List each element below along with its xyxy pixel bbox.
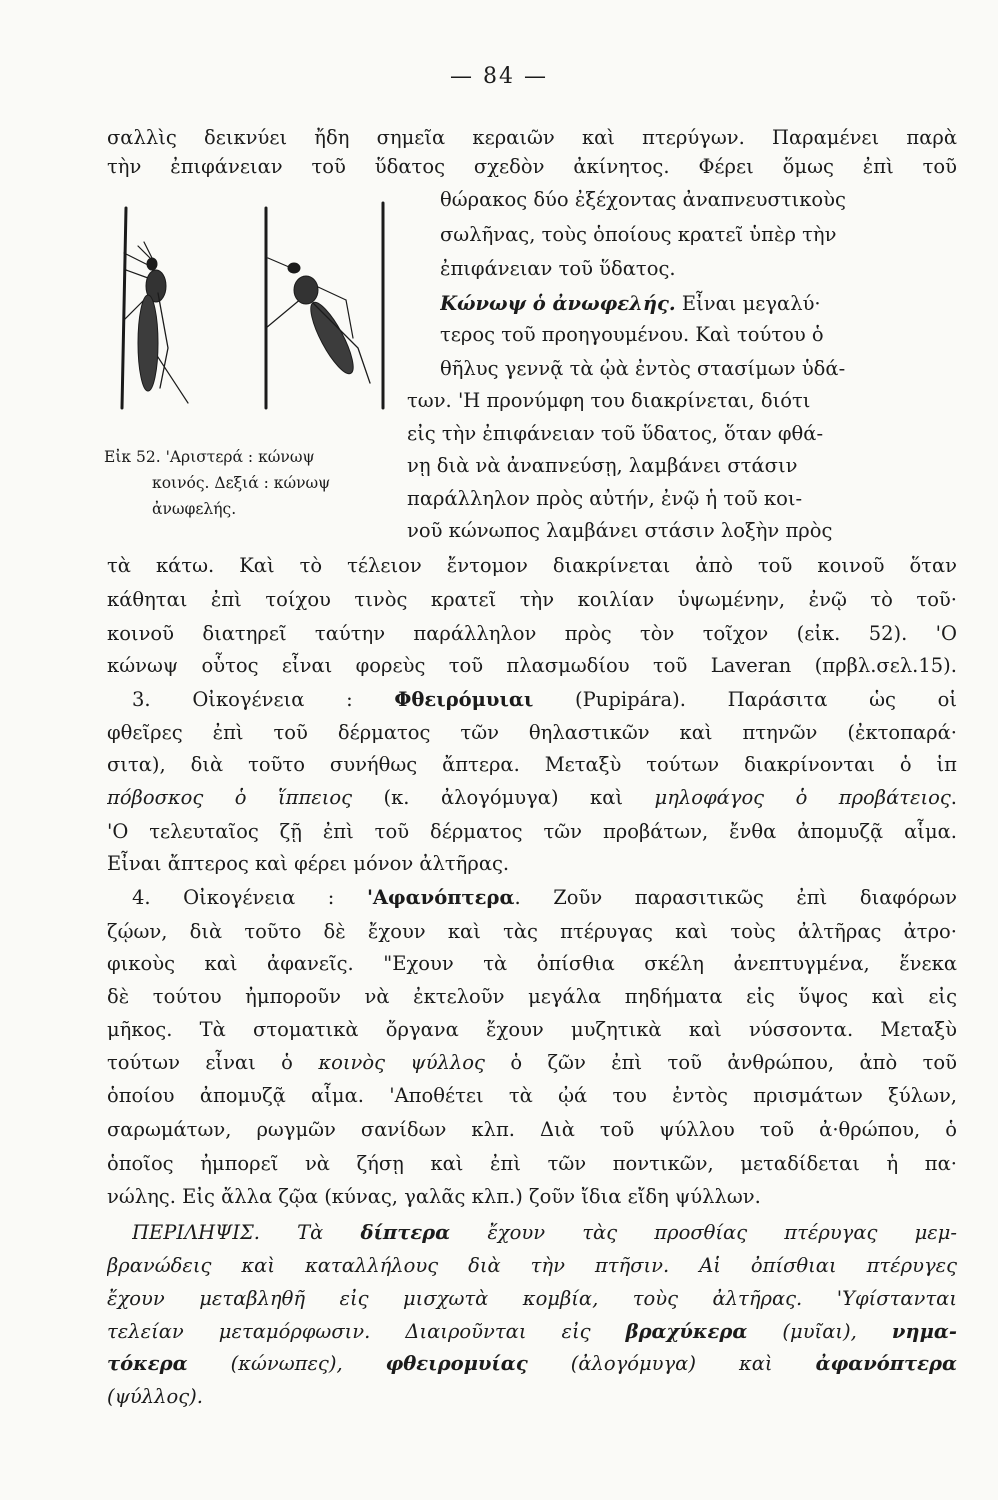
mosquito-head (288, 263, 300, 273)
species-name: κοινὸς ψύλλος (318, 1051, 485, 1074)
text-line: ὁποίου ἀπομυζᾷ αἷμα. 'Αποθέτει τὰ ᾠά του ἐντὸς πρισμάτων ξύλων, (107, 1084, 957, 1107)
text-span: . Ζοῦν παρασιτικῶς ἐπὶ διαφόρων (514, 886, 957, 909)
text-line: παράλληλον πρὸς αὐτήν, ἐνῷ ἡ τοῦ κοι- (407, 487, 803, 510)
text-span: ΠΕΡΙΛΗΨΙΣ. Τὰ (132, 1221, 361, 1244)
summary-line (107, 1350, 957, 1378)
text-line: ζῴων, διὰ τοῦτο δὲ ἔχουν καὶ τὰς πτέρυγας καὶ τοὺς ἀλτῆρας ἀτρο· (107, 920, 957, 943)
figure-caption (104, 444, 404, 522)
text-line: κώνωψ οὗτος εἶναι φορεὺς τοῦ πλασμωδίου τοῦ Laveran (πρβλ.σελ.15). (107, 654, 957, 677)
text-line: φθεῖρες ἐπὶ τοῦ δέρματος τῶν θηλαστικῶν καὶ πτηνῶν (ἐκτοπαρά· (107, 721, 957, 744)
text-span: (κώνωπες), (187, 1352, 386, 1375)
text-line: θῆλυς γεννᾷ τὰ ᾠὰ ἐντὸς στασίμων ὑδά- (440, 357, 846, 380)
text-line: σωλῆνας, τοὺς ὁποίους κρατεῖ ὑπὲρ τὴν (440, 223, 837, 246)
figure-mosquitoes (108, 198, 398, 418)
text-line: κάθηται ἐπὶ τοίχου τινὸς κρατεῖ τὴν κοιλίαν ὑψωμένην, ἐνῷ τὸ τοῦ· (107, 588, 957, 611)
caption-line: ἀνωφελής. (152, 500, 237, 518)
text-line: 'Ο τελευταῖος ζῇ ἐπὶ τοῦ δέρματος τῶν προβάτων, ἔνθα ἀπομυζᾷ αἷμα. (107, 820, 957, 843)
text-line: ὁποῖος ἠμπορεῖ νὰ ζήσῃ καὶ ἐπὶ τῶν ποντικῶν, μεταδίδεται ἡ πα· (107, 1152, 957, 1175)
text-line: δὲ τούτου ἠμποροῦν νὰ ἐκτελοῦν μεγάλα πηδήματα εἰς ὕψος καὶ εἰς (107, 985, 957, 1008)
text-line: σιτα), διὰ τοῦτο συνήθως ἄπτερα. Μεταξὺ τούτων διακρίνονται ὁ ἱπ (107, 753, 957, 776)
text-line: Εἶναι ἄπτερος καὶ φέρει μόνον ἀλτῆρας. (107, 852, 510, 875)
text-line (132, 686, 957, 714)
text-span: (μυῖαι), (747, 1320, 892, 1343)
text-line: σαλλὶς δεικνύει ἤδη σημεῖα κεραιῶν καὶ πτερύγων. Παραμένει παρὰ (107, 126, 957, 149)
text-span: ὁ ζῶν ἐπὶ τοῦ ἀνθρώπου, ἀπὸ τοῦ (484, 1051, 957, 1074)
text-line: κοινοῦ διατηρεῖ ταύτην παράλληλον πρὸς τὸν τοῖχον (εἰκ. 52). 'Ο (107, 622, 957, 645)
summary-line (132, 1219, 957, 1247)
wall-line (122, 208, 126, 408)
text-line (440, 290, 957, 318)
term: βραχύκερα (625, 1320, 748, 1343)
caption-line: Εἰκ 52. 'Αριστερά : κώνωψ (104, 448, 315, 466)
text-line (107, 784, 957, 812)
mosquito-abdomen (138, 295, 158, 391)
family-heading: 'Αφανόπτερα (366, 886, 515, 909)
text-span: τελείαν μεταμόρφωσιν. Διαιροῦνται εἰς (107, 1320, 626, 1343)
term: νημα- (891, 1320, 957, 1343)
text-line: ἐπιφάνειαν τοῦ ὕδατος. (440, 257, 676, 280)
text-line (132, 884, 957, 912)
page-number: — 84 — (450, 64, 548, 89)
text-line: τὰ κάτω. Καὶ τὸ τέλειον ἔντομον διακρίνεται ἀπὸ τοῦ κοινοῦ ὅταν (107, 554, 957, 577)
term: φθειρομυίας (385, 1352, 528, 1375)
mosquito-thorax (294, 276, 318, 304)
term: ἀφανόπτερα (815, 1352, 957, 1375)
text-line: θώρακος δύο ἐξέχοντας ἀναπνευστικοὺς (440, 188, 846, 211)
text-line: νοῦ κώνωπος λαμβάνει στάσιν λοξὴν πρὸς (407, 519, 833, 542)
term: δίπτερα (360, 1221, 451, 1244)
mosquito-wing (158, 293, 168, 388)
text-line (107, 1049, 957, 1077)
text-span: 4. Οἰκογένεια : (132, 886, 367, 909)
text-span: (Pupipára). Παράσιτα ὡς οἱ (533, 688, 957, 711)
text-span: Εἶναι μεγαλύ· (675, 292, 821, 315)
mosquito-abdomen (304, 298, 361, 379)
text-line: νώλης. Εἰς ἄλλα ζῷα (κύνας, γαλᾶς κλπ.) ζοῦν ἴδια εἴδη ψύλλων. (107, 1185, 761, 1208)
text-span: . (950, 786, 957, 809)
species-name: μηλοφάγος ὁ προβάτειος (654, 786, 951, 809)
text-span: τούτων εἶναι ὁ (107, 1051, 319, 1074)
text-line: τερος τοῦ προηγουμένου. Καὶ τούτου ὁ (440, 323, 824, 346)
mosquito-leg (126, 270, 148, 278)
text-line: μῆκος. Τὰ στοματικὰ ὄργανα ἔχουν μυζητικὰ καὶ νύσσοντα. Μεταξὺ (107, 1018, 957, 1041)
text-line: νῃ διὰ νὰ ἀναπνεύσῃ, λαμβάνει στάσιν (407, 454, 798, 477)
term: τόκερα (107, 1352, 188, 1375)
text-line: φικοὺς καὶ ἀφανεῖς. "Εχουν τὰ ὀπίσθια σκέλη ἀνεπτυγμένα, ἕνεκα (107, 952, 957, 975)
text-span: ἔχουν τὰς προσθίας πτέρυγας μεμ- (450, 1221, 957, 1244)
summary-line (107, 1318, 957, 1346)
summary-line: ἔχουν μεταβληθῆ εἰς μισχωτὰ κομβία, τοὺς ἀλτῆρας. 'Υφίστανται (107, 1287, 957, 1310)
genus-heading: Κώνωψ ὁ ἀνωφελής. (440, 292, 676, 315)
mosquito-antenna (138, 246, 150, 258)
text-span: 3. Οἰκογένεια : (132, 688, 395, 711)
summary-line: (ψύλλος). (107, 1385, 203, 1408)
text-line: εἰς τὴν ἐπιφάνειαν τοῦ ὕδατος, ὅταν φθά- (407, 422, 824, 445)
mosquito-head (147, 258, 157, 270)
species-name: πόβοσκος ὁ ἵππειος (107, 786, 353, 809)
text-line: σαρωμάτων, ρωγμῶν σανίδων κλπ. Διὰ τοῦ ψύλλου τοῦ ἀ·θρώπου, ὁ (107, 1118, 957, 1141)
text-line: τὴν ἐπιφάνειαν τοῦ ὕδατος σχεδὸν ἀκίνητος. Φέρει ὅμως ἐπὶ τοῦ (107, 155, 957, 178)
mosquito-leg (346, 300, 353, 338)
summary-line: βρανώδεις καὶ καταλλήλους διὰ τὴν πτῆσιν. Αἱ ὀπίσθιαι πτέρυγες (107, 1254, 957, 1277)
text-line: των. 'Η προνύμφη του διακρίνεται, διότι (407, 389, 811, 412)
text-span: (ἀλογόμυγα) καὶ (527, 1352, 816, 1375)
caption-line: κοινός. Δεξιά : κώνωψ (152, 474, 331, 492)
family-heading: Φθειρόμυιαι (394, 688, 534, 711)
text-span: (κ. ἀλογόμυγα) καὶ (352, 786, 655, 809)
